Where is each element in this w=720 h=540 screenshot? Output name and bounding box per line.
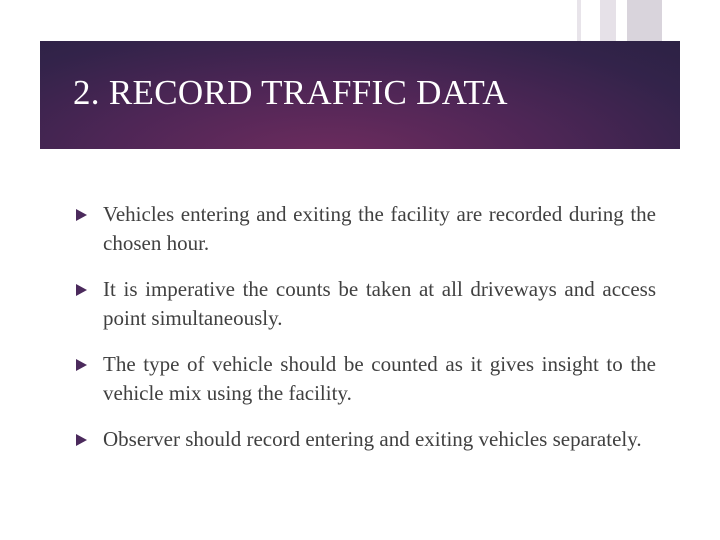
bullet-item [76, 275, 656, 333]
bullet-text: Observer should record entering and exiting vehicles separately. [103, 427, 642, 451]
right-triangle-bullet-icon [76, 359, 87, 371]
bullet-text: The type of vehicle should be counted as it gives insight to the vehicle mix using the facility. [103, 352, 656, 405]
right-triangle-bullet-icon [76, 209, 87, 221]
bullet-list [76, 200, 656, 471]
bullet-item [76, 350, 656, 408]
slide-title: 2. RECORD TRAFFIC DATA [73, 73, 508, 112]
bullet-item [76, 200, 656, 258]
bullet-item [76, 425, 656, 454]
bullet-text: It is imperative the counts be taken at all driveways and access point simultaneously. [103, 277, 656, 330]
right-triangle-bullet-icon [76, 284, 87, 296]
right-triangle-bullet-icon [76, 434, 87, 446]
bullet-text: Vehicles entering and exiting the facility are recorded during the chosen hour. [103, 202, 656, 255]
